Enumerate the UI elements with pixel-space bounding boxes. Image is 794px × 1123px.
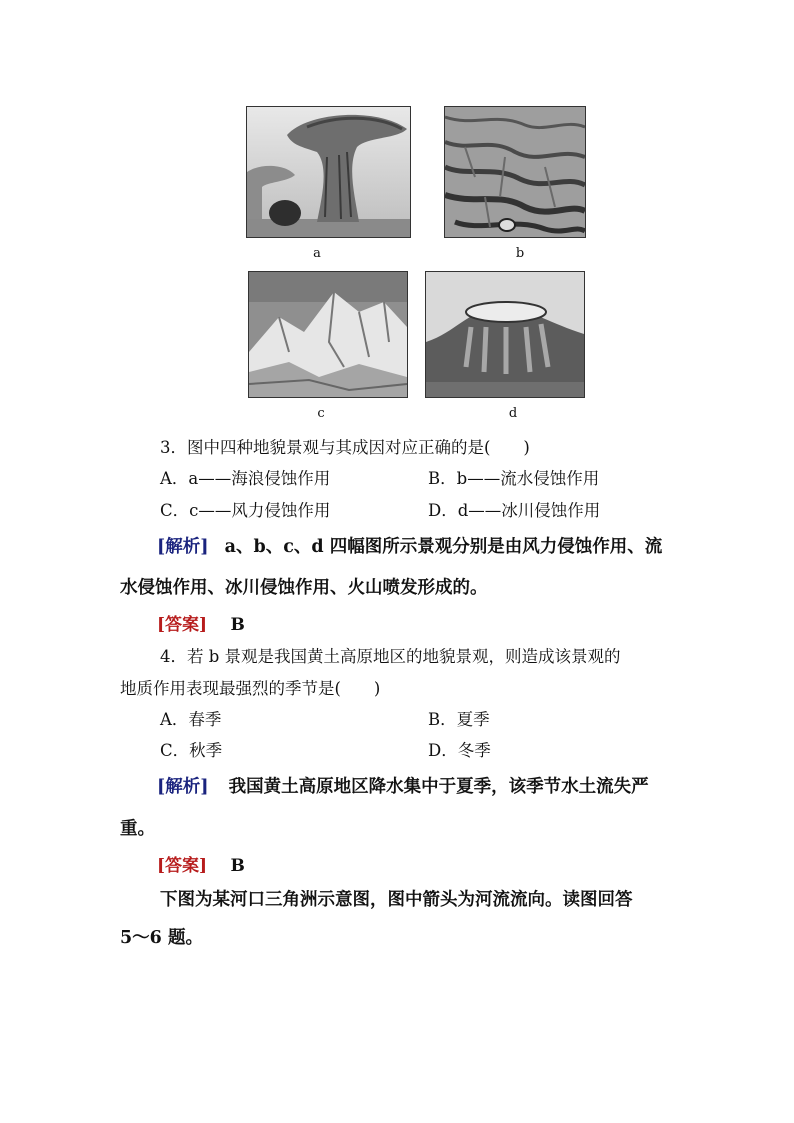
question-4-answer-line (157, 851, 245, 876)
question-4-option-b: B．夏季 (428, 710, 490, 729)
figure-a-mushroom-rock (246, 106, 411, 238)
question-3-analysis-line1 (157, 533, 662, 558)
question-4-stem-line1: 4．若 b 景观是我国黄土高原地区的地貌景观，则造成该景观的 (160, 647, 621, 666)
question-4-option-a: A．春季 (160, 710, 222, 729)
question-4-stem-line2: 地质作用表现最强烈的季节是( ) (120, 679, 381, 698)
question-3-option-a: A．a——海浪侵蚀作用 (160, 469, 331, 488)
question-3-analysis-tag: [解析] (157, 537, 209, 557)
figure-b-caption: b (515, 246, 525, 261)
question-3-analysis-text1: a、b、c、d 四幅图所示景观分别是由风力侵蚀作用、流 (224, 537, 663, 557)
intro-line1: 下图为某河口三角洲示意图，图中箭头为河流流向。读图回答 (160, 890, 633, 910)
figure-c-snow-mountains (248, 271, 408, 398)
figure-c-caption: c (317, 406, 325, 421)
figure-d-volcanic-crater (425, 271, 585, 398)
question-3-stem: 3．图中四种地貌景观与其成因对应正确的是( ) (160, 438, 530, 457)
intro-line2: 5～6 题。 (120, 928, 203, 948)
question-4-analysis-tag: [解析] (157, 777, 209, 797)
question-3-analysis-line2: 水侵蚀作用、冰川侵蚀作用、火山喷发形成的。 (120, 578, 488, 598)
volcanic-crater-image (426, 272, 584, 397)
question-3-answer-tag: [答案] (157, 615, 208, 635)
figure-b-loess-plateau (444, 106, 586, 238)
question-4-answer-tag: [答案] (157, 856, 208, 876)
question-4-option-c: C．秋季 (160, 741, 223, 760)
question-3-option-b: B．b——流水侵蚀作用 (428, 469, 600, 488)
question-4-option-d: D．冬季 (428, 741, 491, 760)
question-4-answer-value: B (230, 856, 245, 876)
question-3-option-d: D．d——冰川侵蚀作用 (428, 501, 601, 520)
question-3-answer-value: B (230, 615, 245, 635)
figure-d-caption: d (508, 406, 518, 421)
question-4-analysis-line2: 重。 (120, 819, 155, 839)
snow-mountains-image (249, 272, 407, 397)
question-4-analysis-line1 (157, 773, 649, 798)
question-4-analysis-text1: 我国黄土高原地区降水集中于夏季，该季节水土流失严 (228, 777, 649, 797)
loess-plateau-image (445, 107, 585, 237)
question-3-answer-line (157, 610, 245, 635)
question-3-option-c: C．c——风力侵蚀作用 (160, 501, 331, 520)
mushroom-rock-image (247, 107, 410, 237)
figure-a-caption: a (313, 246, 321, 261)
